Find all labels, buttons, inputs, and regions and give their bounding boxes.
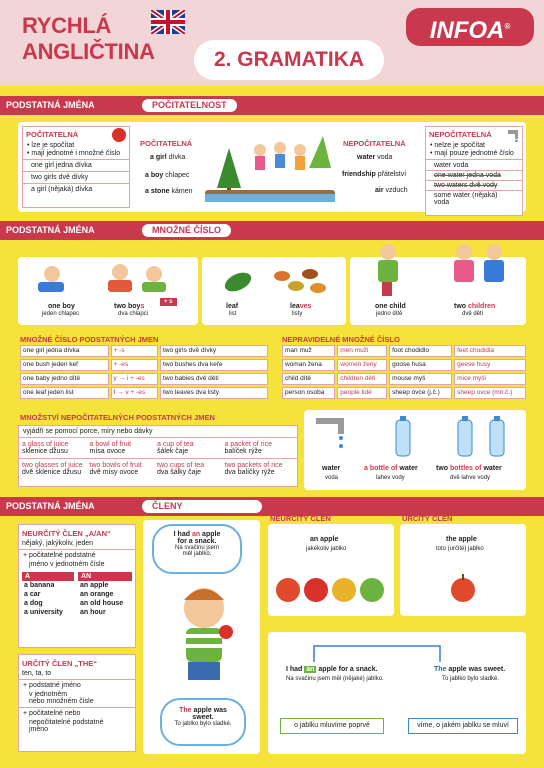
regular-plural-title: MNOŽNÉ ČÍSLO PODSTATNÝCH JMEN: [20, 335, 159, 344]
one-child-cz: jedno dítě: [376, 311, 403, 317]
quantity-table: vyjádří se pomocí porce, míry nebo dávky a glass of juice sklenice džusu a bowl of fruit mísa ovoce a cup of tea šálek čaje a packet of rice balíček rýže two glasses of juice dvě sklenice džusu two bowls of fruit dvě mísy ovoce two cups of tea dva šálky čaje two packets of rice dva balíčky rýže: [18, 425, 298, 487]
water-label: water: [322, 465, 341, 472]
speech-bubble-2: The apple was sweet. To jablko bylo sladké.: [160, 698, 246, 746]
irregular-plural-title: NEPRAVIDELNÉ MNOŽNÉ ČÍSLO: [282, 335, 400, 344]
one-boy-label: one boy: [48, 303, 75, 310]
an-apple-label: an apple: [310, 536, 339, 543]
title-line-2: ANGLIČTINA: [22, 39, 155, 64]
bottles-cz: dvě lahve vody: [450, 475, 491, 481]
example-2-en: The apple was sweet.: [434, 666, 506, 673]
apple-icon: [112, 128, 126, 142]
boy-eating-apple-illustration: [160, 582, 250, 692]
logo: INFOA®: [406, 8, 534, 46]
title-line-1: RYCHLÁ: [22, 13, 112, 38]
section-band-countability: PODSTATNÁ JMÉNA POČITATELNOST: [0, 96, 544, 115]
water-cz: voda: [325, 475, 339, 481]
example-2-cz: To jablko bylo sladké.: [442, 676, 500, 682]
section-band-articles: PODSTATNÁ JMÉNA ČLENY: [0, 497, 544, 516]
two-children-cz: dvě děti: [462, 311, 484, 317]
uk-flag-icon: [151, 10, 185, 34]
page-subtitle: 2. GRAMATIKA: [194, 40, 384, 80]
countable-example-2: a boy chlapec: [145, 172, 190, 179]
water-bottles-illustration: [312, 414, 518, 458]
the-apple-label: the apple: [446, 536, 477, 543]
example-1-cz: Na svačinu jsem měl (nějaké) jablko.: [286, 676, 384, 682]
connector-arrows: [300, 640, 460, 664]
speech-bubble-1: I had an apple for a snack. Na svačinu jsem měl jablko.: [152, 524, 242, 574]
children-illustration: [366, 238, 516, 300]
indefinite-article-card: NEURČITÝ ČLEN „A/AN“ nějaký, jakýkoliv, jeden + počitatelné podstatné jméno v jednotném čísle A a banana a car a dog a university AN an apple an orange an old house an hour: [18, 524, 136, 648]
leaf-cz: list: [229, 311, 237, 317]
countable-title: POČITATELNÁ: [140, 139, 193, 148]
definite-panel-title: URČITÝ ČLEN: [402, 514, 453, 523]
regular-plural-table: one girl jedna dívka + -s two girls dvě dívky one bush jeden keř + -es two bushes dva keře one baby jedno dítě y → i + -es two babies dvě děti one leaf jeden list f → v + -es two leaves dva listy: [18, 343, 270, 401]
bottles-label: two bottles of water: [436, 465, 502, 472]
known-reference-note: víme, o jakém jablku se mluví: [408, 718, 518, 734]
kids-bridge-illustration: [205, 128, 335, 204]
uncountable-title: NEPOČITATELNÁ: [343, 139, 406, 148]
first-mention-note: o jablku mluvíme poprvé: [280, 718, 384, 734]
the-apple-cz: toto (určité) jablko: [436, 546, 484, 552]
irregular-plural-table: man muž men muži foot chodidlo feet chodidla woman žena women ženy goose husa geese husy child dítě children děti mouse myš mice myši person osoba people lidé sheep ovce (j.č.) sheep ovce (mn.č.): [280, 343, 528, 401]
quantity-title: MNOŽSTVÍ NEPOČITATELNÝCH PODSTATNÝCH JMEN: [20, 413, 215, 422]
faucet-icon: [506, 128, 520, 142]
plus-s-tag: + s: [160, 298, 177, 306]
bottle-label: a bottle of water: [364, 465, 418, 472]
two-children-label: two children: [454, 303, 496, 310]
definite-article-card: URČITÝ ČLEN „THE“ ten, ta, to + podstatné jméno v jednotném nebo množném čísle + počitatelné nebo nepočitatelné podstatné jméno: [18, 654, 136, 752]
one-child-label: one child: [375, 303, 406, 310]
section-band-plural: PODSTATNÁ JMÉNA MNOŽNÉ ČÍSLO: [0, 221, 544, 240]
leaf-label: leaf: [226, 303, 239, 310]
one-boy-cz: jeden chlapec: [42, 311, 80, 317]
four-apples-illustration: [274, 570, 388, 606]
uncountable-example-3: air vzduch: [375, 187, 408, 194]
uncountable-example-2: friendship přátelství: [342, 171, 407, 178]
leaves-label: leaves: [290, 303, 312, 310]
two-boys-cz: dva chlapci: [118, 311, 149, 317]
indefinite-panel-title: NEURČITÝ ČLEN: [270, 514, 331, 523]
countable-example-1: a girl dívka: [150, 154, 186, 161]
single-apple-illustration: [448, 570, 478, 606]
bottle-cz: lahev vody: [376, 475, 405, 481]
uncountable-example-1: water voda: [357, 154, 393, 161]
two-boys-label: two boys: [114, 303, 145, 310]
countable-example-3: a stone kámen: [145, 188, 193, 195]
leaves-cz: listy: [292, 311, 303, 317]
leaves-illustration: [214, 260, 334, 300]
uncountable-card: NEPOČITATELNÁ • nelze je spočítat • mají pouze jednotné číslo water voda one water jedna voda two waters dvě vody some water (nějaká) voda: [425, 126, 523, 216]
boys-illustration: [24, 260, 184, 300]
an-apple-cz: jakékoliv jablko: [306, 546, 347, 552]
countable-card: POČITATELNÁ • lze je spočítat • mají jednotné i množné číslo one girl jedna dívka two girls dvě dívky a girl (nějaká) dívka: [22, 126, 130, 208]
example-1-en: I had an apple for a snack.: [286, 666, 378, 673]
